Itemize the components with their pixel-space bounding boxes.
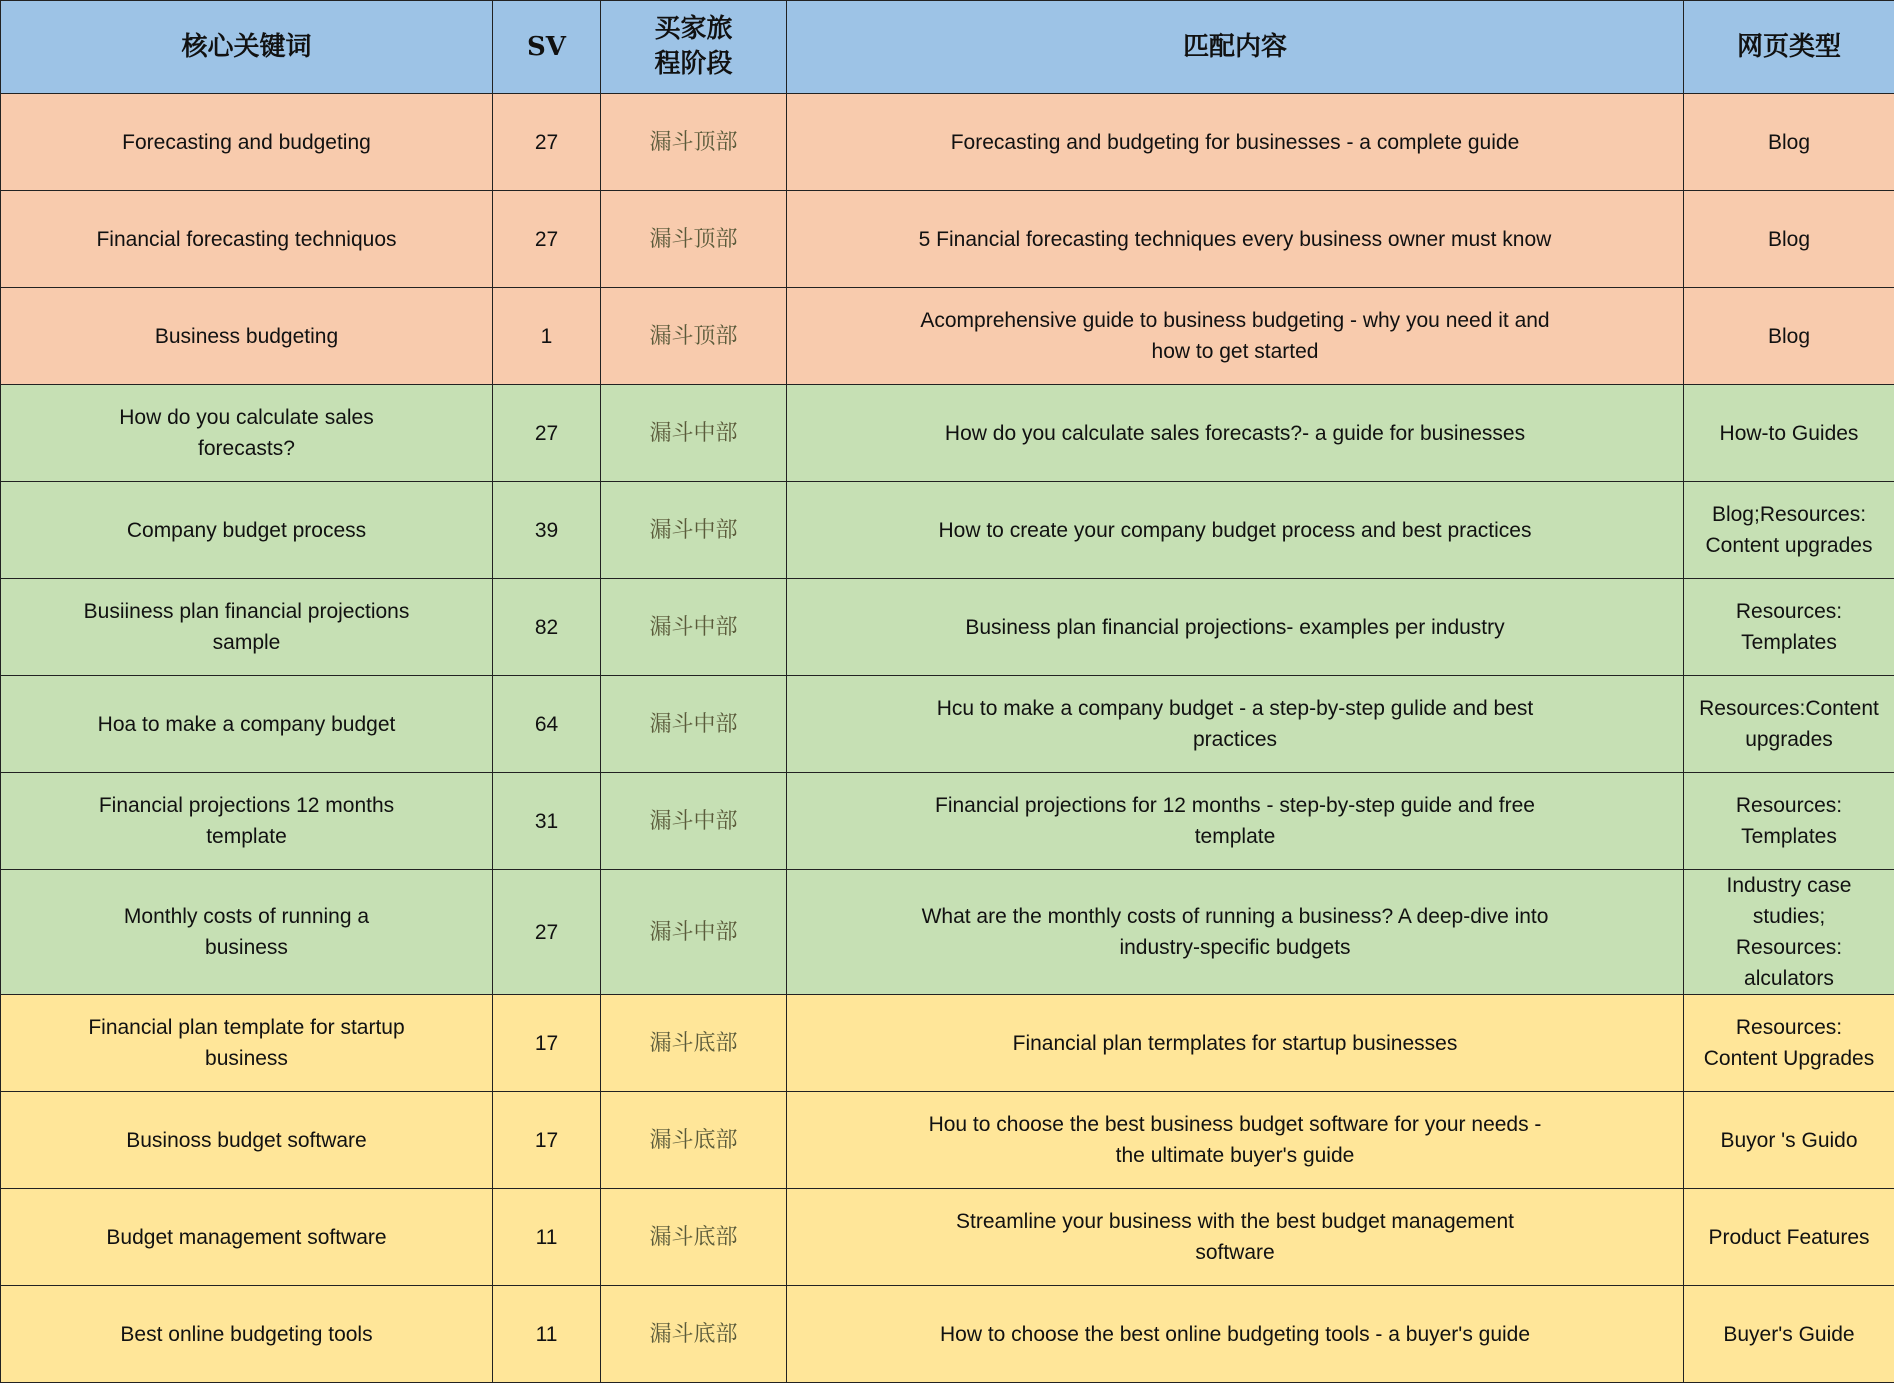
page-type-cell: [1684, 1286, 1894, 1383]
stage-cell-text: 漏斗底部: [609, 1125, 778, 1156]
page-type-cell: [1684, 94, 1894, 191]
header-stage-text: 买家旅程阶段: [644, 12, 744, 82]
sv-cell: [493, 385, 601, 482]
keyword-cell-text: Financial forecasting techniquos: [82, 224, 412, 255]
header-row: [1, 1, 1894, 94]
page-type-cell-text: Blog: [1699, 224, 1879, 255]
keyword-cell-text: Financial plan template for startup business: [82, 1012, 412, 1074]
header-stage: [601, 1, 787, 94]
table-row: [1, 94, 1894, 191]
keyword-cell: [1, 1092, 493, 1189]
keyword-cell-text: How do you calculate sales forecasts?: [82, 402, 412, 464]
content-cell-text: Financial projections for 12 months - step-by-step guide and free template: [915, 790, 1555, 852]
stage-cell: [601, 1286, 787, 1383]
table-row: [1, 773, 1894, 870]
stage-cell: [601, 191, 787, 288]
sv-cell: [493, 995, 601, 1092]
stage-cell: [601, 870, 787, 995]
content-cell-text: How to create your company budget process and best practices: [915, 515, 1555, 546]
sv-cell: [493, 482, 601, 579]
stage-cell-text: 漏斗底部: [609, 1319, 778, 1350]
content-cell: [787, 870, 1684, 995]
header-content: 匹配内容: [787, 1, 1684, 94]
content-cell-text: Hou to choose the best business budget software for your needs - the ultimate buyer's guide: [915, 1109, 1555, 1171]
sv-cell: [493, 773, 601, 870]
content-cell-text: Forecasting and budgeting for businesses - a complete guide: [915, 127, 1555, 158]
page-type-cell-text: Buyor 's Guido: [1699, 1125, 1879, 1156]
content-cell: [787, 385, 1684, 482]
page-type-cell: [1684, 1092, 1894, 1189]
sv-cell: [493, 1286, 601, 1383]
stage-cell: [601, 773, 787, 870]
table-row: [1, 1092, 1894, 1189]
header-sv: SV: [493, 1, 601, 94]
stage-cell: [601, 288, 787, 385]
table-row: [1, 995, 1894, 1092]
keyword-cell: [1, 676, 493, 773]
content-cell: [787, 773, 1684, 870]
keyword-cell: [1, 1189, 493, 1286]
content-cell: [787, 1286, 1684, 1383]
keyword-cell: [1, 191, 493, 288]
sv-cell: [493, 676, 601, 773]
keyword-cell: [1, 1286, 493, 1383]
stage-cell: [601, 676, 787, 773]
stage-cell-text: 漏斗中部: [609, 917, 778, 948]
page-type-cell: [1684, 579, 1894, 676]
keyword-cell-text: Forecasting and budgeting: [82, 127, 412, 158]
sv-cell-text: 82: [501, 612, 592, 643]
table-row: [1, 191, 1894, 288]
sv-cell: [493, 1092, 601, 1189]
stage-cell: [601, 579, 787, 676]
sv-cell-text: 11: [501, 1319, 592, 1350]
content-cell: [787, 1189, 1684, 1286]
sv-cell-text: 27: [501, 917, 592, 948]
table-row: [1, 579, 1894, 676]
content-cell: [787, 676, 1684, 773]
content-cell-text: Business plan financial projections- examples per industry: [915, 612, 1555, 643]
stage-cell: [601, 1189, 787, 1286]
stage-cell: [601, 995, 787, 1092]
page-type-cell-text: Resources: Templates: [1699, 596, 1879, 658]
keyword-cell-text: Monthly costs of running a business: [82, 901, 412, 963]
content-cell-text: Streamline your business with the best budget management software: [915, 1206, 1555, 1268]
page-type-cell: [1684, 676, 1894, 773]
page-type-cell-text: Resources: Templates: [1699, 790, 1879, 852]
keyword-cell: [1, 870, 493, 995]
sv-cell: [493, 870, 601, 995]
stage-cell-text: 漏斗顶部: [609, 127, 778, 158]
page-type-cell: [1684, 191, 1894, 288]
page-type-cell: [1684, 288, 1894, 385]
stage-cell-text: 漏斗中部: [609, 806, 778, 837]
keyword-cell-text: Hoa to make a company budget: [82, 709, 412, 740]
sv-cell: [493, 288, 601, 385]
page-type-cell: [1684, 1189, 1894, 1286]
sv-cell-text: 17: [501, 1125, 592, 1156]
keyword-cell: [1, 773, 493, 870]
sv-cell-text: 11: [501, 1222, 592, 1253]
content-cell: [787, 995, 1684, 1092]
stage-cell-text: 漏斗中部: [609, 612, 778, 643]
content-cell: [787, 482, 1684, 579]
sv-cell: [493, 579, 601, 676]
stage-cell-text: 漏斗顶部: [609, 224, 778, 255]
content-cell-text: What are the monthly costs of running a business? A deep-dive into industry-specific budgets: [915, 901, 1555, 963]
keyword-cell: [1, 995, 493, 1092]
sv-cell-text: 27: [501, 127, 592, 158]
content-cell-text: How to choose the best online budgeting tools - a buyer's guide: [915, 1319, 1555, 1350]
keyword-cell: [1, 579, 493, 676]
stage-cell: [601, 385, 787, 482]
table-row: [1, 870, 1894, 995]
sv-cell: [493, 1189, 601, 1286]
sv-cell-text: 27: [501, 224, 592, 255]
content-cell: [787, 288, 1684, 385]
table-row: [1, 385, 1894, 482]
page-type-cell-text: Resources: Content Upgrades: [1699, 1012, 1879, 1074]
content-cell: [787, 1092, 1684, 1189]
content-cell: [787, 94, 1684, 191]
keyword-cell-text: Busiiness plan financial projections sample: [82, 596, 412, 658]
stage-cell: [601, 1092, 787, 1189]
sv-cell-text: 17: [501, 1028, 592, 1059]
keyword-cell-text: Business budgeting: [82, 321, 412, 352]
keyword-cell-text: Financial projections 12 months template: [82, 790, 412, 852]
page-type-cell: [1684, 773, 1894, 870]
stage-cell-text: 漏斗中部: [609, 418, 778, 449]
table-row: [1, 482, 1894, 579]
sv-cell-text: 27: [501, 418, 592, 449]
header-keyword: 核心关键词: [1, 1, 493, 94]
content-cell: [787, 191, 1684, 288]
stage-cell: [601, 94, 787, 191]
keyword-cell-text: Company budget process: [82, 515, 412, 546]
keyword-cell: [1, 385, 493, 482]
page-type-cell: [1684, 995, 1894, 1092]
stage-cell-text: 漏斗底部: [609, 1028, 778, 1059]
sv-cell-text: 31: [501, 806, 592, 837]
sv-cell-text: 1: [501, 321, 592, 352]
page-type-cell: [1684, 385, 1894, 482]
keyword-cell: [1, 94, 493, 191]
stage-cell-text: 漏斗底部: [609, 1222, 778, 1253]
content-cell-text: Hcu to make a company budget - a step-by-step gulide and best practices: [915, 693, 1555, 755]
stage-cell-text: 漏斗中部: [609, 515, 778, 546]
content-cell-text: How do you calculate sales forecasts?- a guide for businesses: [915, 418, 1555, 449]
stage-cell-text: 漏斗中部: [609, 709, 778, 740]
page-type-cell: [1684, 870, 1894, 995]
sv-cell: [493, 191, 601, 288]
keyword-cell-text: Budget management software: [82, 1222, 412, 1253]
table-row: [1, 676, 1894, 773]
table-row: [1, 1189, 1894, 1286]
keyword-cell-text: Businoss budget software: [82, 1125, 412, 1156]
content-cell-text: Acomprehensive guide to business budgeting - why you need it and how to get started: [915, 305, 1555, 367]
content-cell-text: Financial plan termplates for startup businesses: [915, 1028, 1555, 1059]
keyword-cell: [1, 482, 493, 579]
page-type-cell-text: Buyer's Guide: [1699, 1319, 1879, 1350]
page-type-cell-text: Product Features: [1699, 1222, 1879, 1253]
page-type-cell-text: Resources:Content upgrades: [1699, 693, 1879, 755]
page-type-cell: [1684, 482, 1894, 579]
page-type-cell-text: Industry case studies; Resources: alculators: [1699, 870, 1879, 994]
sv-cell-text: 64: [501, 709, 592, 740]
sv-cell: [493, 94, 601, 191]
sv-cell-text: 39: [501, 515, 592, 546]
content-cell-text: 5 Financial forecasting techniques every business owner must know: [915, 224, 1555, 255]
page-type-cell-text: Blog: [1699, 127, 1879, 158]
stage-cell: [601, 482, 787, 579]
table-row: [1, 288, 1894, 385]
keyword-cell: [1, 288, 493, 385]
page-type-cell-text: How-to Guides: [1699, 418, 1879, 449]
page-type-cell-text: Blog;Resources: Content upgrades: [1699, 499, 1879, 561]
page-type-cell-text: Blog: [1699, 321, 1879, 352]
content-cell: [787, 579, 1684, 676]
stage-cell-text: 漏斗顶部: [609, 321, 778, 352]
table-row: [1, 1286, 1894, 1383]
header-page-type: 网页类型: [1684, 1, 1894, 94]
keyword-cell-text: Best online budgeting tools: [82, 1319, 412, 1350]
